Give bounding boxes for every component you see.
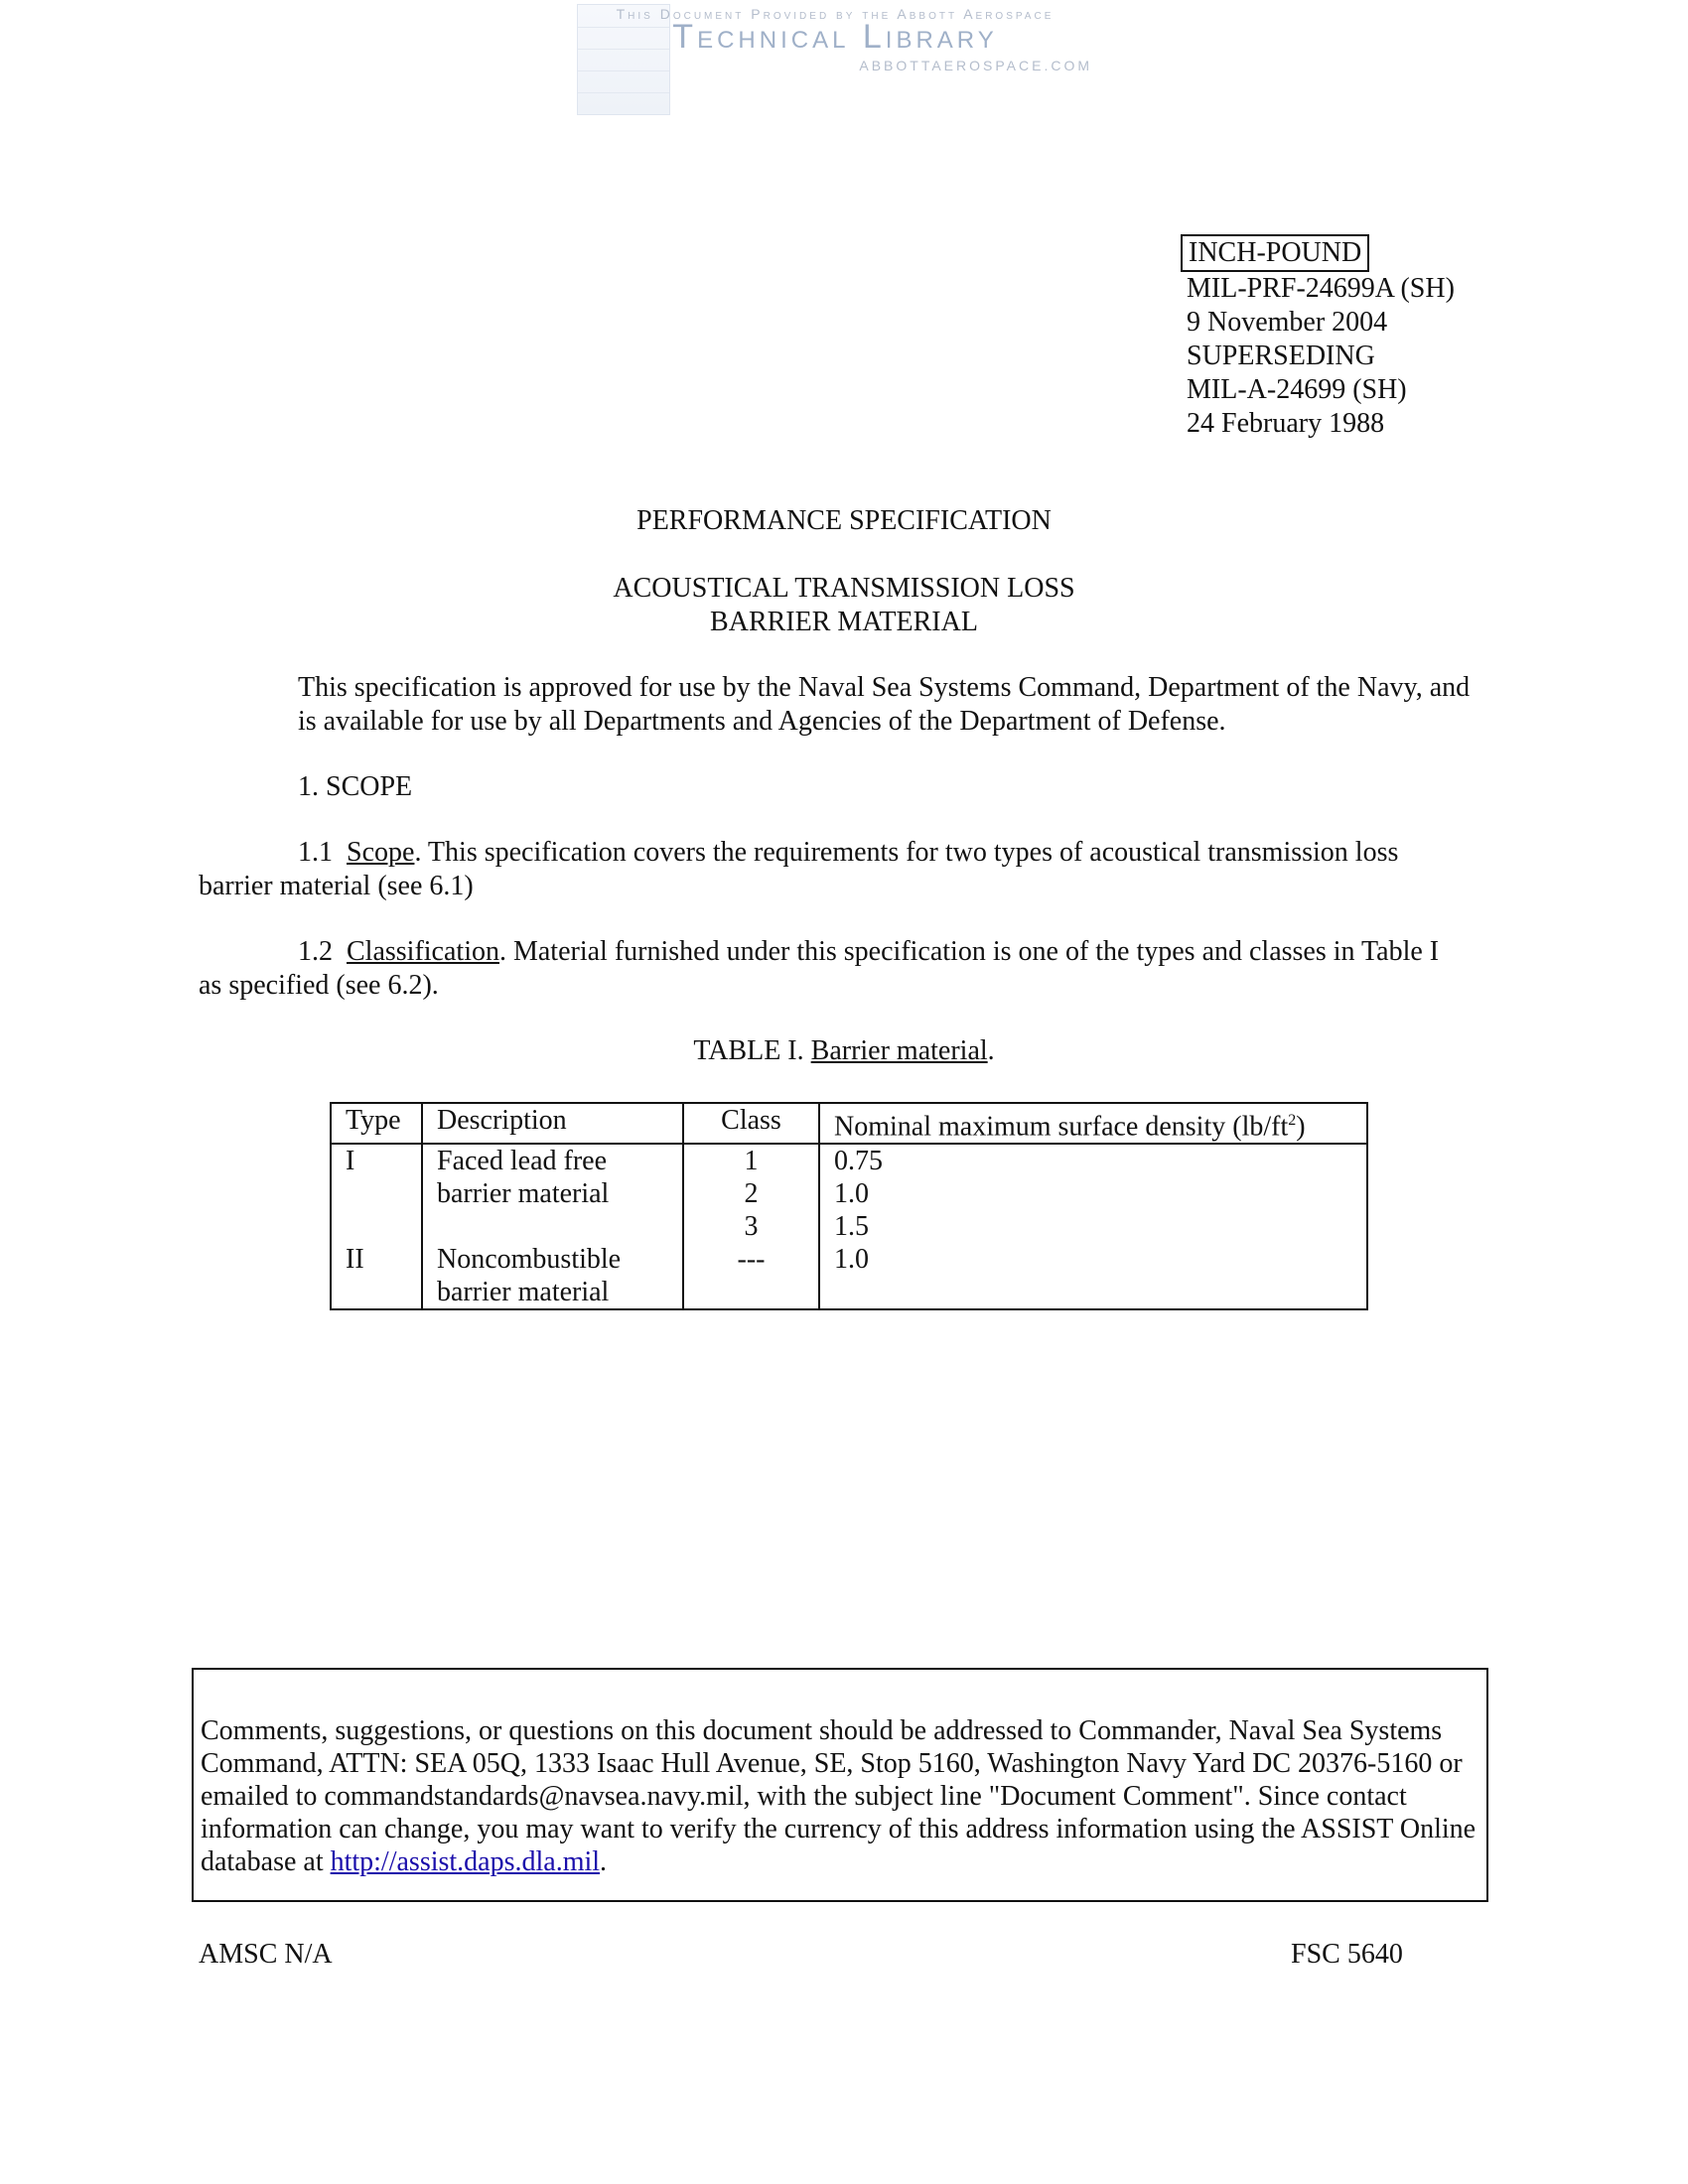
para-label: Classification [347,936,499,967]
footer-amsc: AMSC N/A [199,1939,333,1970]
cell-density: 0.75 [819,1144,1367,1177]
cell-density: 1.0 [819,1243,1367,1276]
cell-description: barrier material [422,1177,683,1210]
table-row [331,1243,1367,1276]
cell-class: 1 [683,1144,819,1177]
spec-title-line2: BARRIER MATERIAL [710,607,978,637]
cell-density: 1.5 [819,1210,1367,1243]
para-number: 1.2 [298,936,333,967]
superseding-label: SUPERSEDING [1187,341,1375,371]
para-text: . This specification covers the requirements for two types of acoustical transmission loss [414,837,1399,868]
table-row [331,1177,1367,1210]
para-text-cont: barrier material (see 6.1) [199,871,474,901]
cell-type [331,1276,422,1309]
table-header-row [331,1103,1367,1144]
comments-line: information can change, you may want to verify the currency of this address information using the ASSIST Online [201,1814,1477,1844]
para-text: . Material furnished under this specification is one of the types and classes in Table I [498,936,1440,967]
footer-fsc: FSC 5640 [1291,1939,1403,1970]
paragraph-1-2 [199,935,1439,1003]
assist-link[interactable]: http://assist.daps.dla.mil [330,1846,601,1877]
comments-text [201,1714,1491,1878]
approval-line2: is available for use by all Departments and Agencies of the Department of Defense. [298,706,1226,737]
doc-date: 9 November 2004 [1187,307,1388,338]
para-label: Scope [347,837,415,868]
document-header [1187,234,1455,441]
cell-description: Faced lead free [422,1144,683,1177]
inch-pound-badge: INCH-POUND [1181,234,1369,272]
watermark-line1: This Document Provided by the Abbott Aerospace [616,6,1055,22]
table-row [331,1276,1367,1309]
spec-type-title: PERFORMANCE SPECIFICATION [636,505,1052,536]
superseded-number: MIL-A-24699 (SH) [1187,374,1407,405]
superseded-date: 24 February 1988 [1187,408,1385,439]
col-header-type: Type [331,1103,422,1144]
comments-line: database at http://assist.daps.dla.mil. [201,1846,608,1877]
cell-density [819,1276,1367,1309]
para-text-cont: as specified (see 6.2). [199,970,439,1001]
col-header-density: Nominal maximum surface density $(lb/ft^2)$ [819,1103,1367,1144]
cell-type: I [331,1144,422,1177]
cell-type [331,1210,422,1243]
table-row [331,1210,1367,1243]
approval-line1: This specification is approved for use by the Naval Sea Systems Command, Department of the Navy, and [298,672,1471,703]
comments-line: emailed to commandstandards@navsea.navy.mil, with the subject line "Document Comment". Since contact [201,1781,1407,1812]
cell-type: II [331,1243,422,1276]
comments-line: Comments, suggestions, or questions on this document should be addressed to Commander, Naval Sea Systems [201,1715,1443,1746]
col-header-class: Class [683,1103,819,1144]
table-caption-label: Barrier material [810,1035,988,1066]
comments-line: Command, ATTN: SEA 05Q, 1333 Isaac Hull Avenue, SE, Stop 5160, Washington Navy Yard DC 20376-5160 or [201,1748,1463,1779]
cell-density: 1.0 [819,1177,1367,1210]
cell-type [331,1177,422,1210]
table-row [331,1144,1367,1177]
spec-title-line1: ACOUSTICAL TRANSMISSION LOSS [613,573,1075,604]
cell-class [683,1276,819,1309]
approval-statement [298,671,1470,739]
para-number: 1.1 [298,837,333,868]
cell-description: Noncombustible [422,1243,683,1276]
cell-description [422,1210,683,1243]
cell-class: 3 [683,1210,819,1243]
paragraph-1-1 [199,836,1398,903]
watermark-title: Technical Library [672,18,998,56]
cell-description: barrier material [422,1276,683,1309]
cell-class: 2 [683,1177,819,1210]
doc-number: MIL-PRF-24699A (SH) [1187,273,1455,304]
comments-box [192,1668,1488,1902]
col-header-description: Description [422,1103,683,1144]
table-caption: TABLE I. Barrier material. [693,1035,995,1066]
section-heading-scope: 1. SCOPE [298,771,413,802]
watermark-url: ABBOTTAEROSPACE.COM [859,58,1092,73]
barrier-material-table [330,1102,1368,1310]
cell-class: --- [683,1243,819,1276]
